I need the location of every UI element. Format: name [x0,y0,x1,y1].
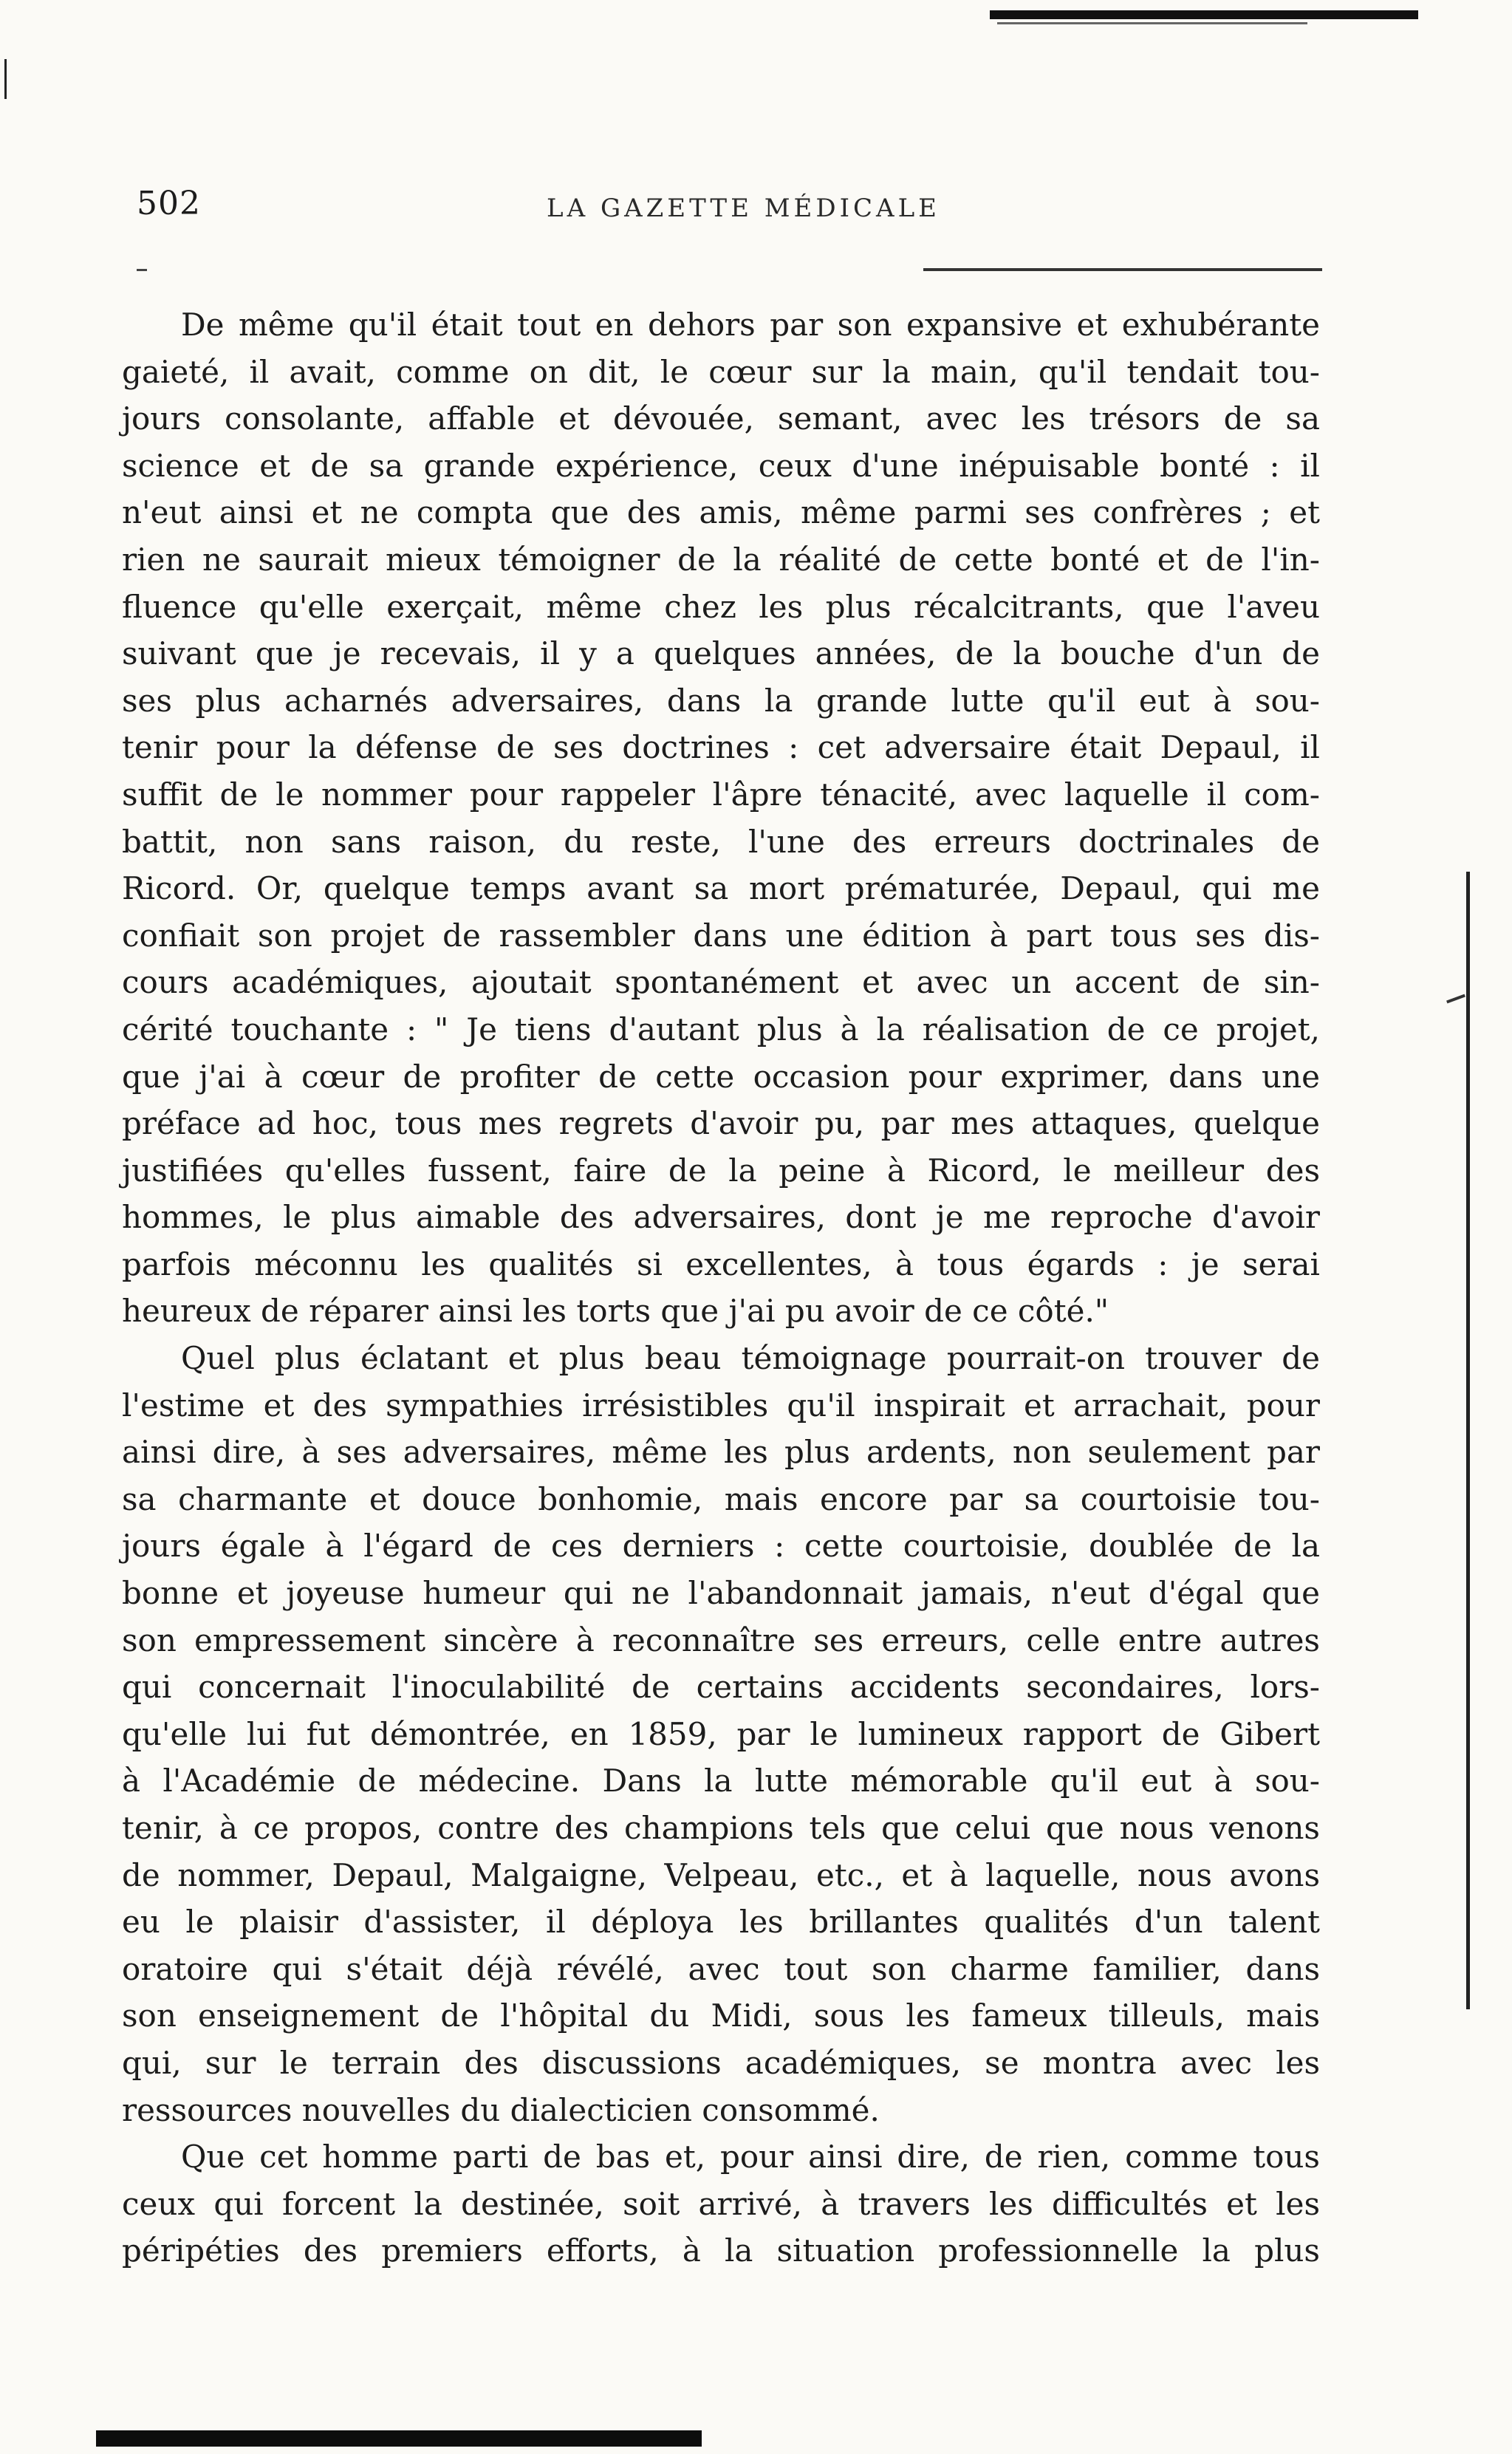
body-text [122,301,1320,2274]
header-rule [923,268,1322,271]
text-line: fluence qu'elle exerçait, même chez les plus récalcitrants, que l'aveu [122,588,1320,625]
text-line: suffit de le nommer pour rappeler l'âpre ténacité, avec laquelle il com- [122,776,1320,813]
text-line: tenir pour la défense de ses doctrines : cet adversaire était Depaul, il [122,729,1320,766]
text-line: science et de sa grande expérience, ceux d'une inépuisable bonté : il [122,447,1320,484]
text-line: rien ne saurait mieux témoigner de la réalité de cette bonté et de l'in- [122,541,1320,578]
text-line: oratoire qui s'était déjà révélé, avec tout son charme familier, dans [122,1950,1320,1987]
text-line: son enseignement de l'hôpital du Midi, sous les fameux tilleuls, mais [122,1997,1320,2034]
text-line: ses plus acharnés adversaires, dans la grande lutte qu'il eut à sou- [122,682,1320,719]
text-line: confiait son projet de rassembler dans une édition à part tous ses dis- [122,917,1320,954]
scan-edge-mark [4,59,7,99]
text-line: que j'ai à cœur de profiter de cette occasion pour exprimer, dans une [122,1058,1320,1095]
text-line: Ricord. Or, quelque temps avant sa mort prématurée, Depaul, qui me [122,870,1320,907]
header-dash [137,269,147,271]
text-line: péripéties des premiers efforts, à la situation professionnelle la plus [122,2232,1320,2269]
text-line: hommes, le plus aimable des adversaires, dont je me reproche d'avoir [122,1199,1320,1236]
text-line: ainsi dire, à ses adversaires, même les plus ardents, non seulement par [122,1434,1320,1471]
text-line: jours consolante, affable et dévouée, semant, avec les trésors de sa [122,400,1320,437]
running-head: LA GAZETTE MÉDICALE [547,194,940,223]
text-line: son empressement sincère à reconnaître ses erreurs, celle entre autres [122,1621,1320,1658]
top-rule-tail [997,22,1307,24]
margin-tick [1446,994,1465,1004]
bottom-scan-bar [96,2430,702,2447]
text-line: Que cet homme parti de bas et, pour ainsi dire, de rien, comme tous [181,2139,1320,2176]
text-line: parfois méconnu les qualités si excellentes, à tous égards : je serai [122,1245,1320,1282]
text-line: qui concernait l'inoculabilité de certains accidents secondaires, lors- [122,1669,1320,1706]
text-line: gaieté, il avait, comme on dit, le cœur sur la main, qu'il tendait tou- [122,353,1320,390]
text-line: bonne et joyeuse humeur qui ne l'abandonnait jamais, n'eut d'égal que [122,1575,1320,1612]
text-line: ressources nouvelles du dialecticien consommé. [122,2091,880,2128]
text-line: De même qu'il était tout en dehors par son expansive et exhubérante [181,307,1320,343]
margin-vertical-rule [1466,872,1470,2009]
text-line: n'eut ainsi et ne compta que des amis, même parmi ses confrères ; et [122,494,1320,531]
text-line: cours académiques, ajoutait spontanément et avec un accent de sin- [122,964,1320,1001]
text-line: qu'elle lui fut démontrée, en 1859, par le lumineux rapport de Gibert [122,1715,1320,1752]
text-line: de nommer, Depaul, Malgaigne, Velpeau, etc., et à laquelle, nous avons [122,1856,1320,1893]
top-printed-rule [990,10,1418,19]
text-line: justifiées qu'elles fussent, faire de la peine à Ricord, le meilleur des [122,1152,1320,1189]
text-line: à l'Académie de médecine. Dans la lutte mémorable qu'il eut à sou- [122,1763,1320,1800]
text-line: cérité touchante : " Je tiens d'autant plus à la réalisation de ce projet, [122,1011,1320,1047]
text-line: eu le plaisir d'assister, il déploya les brillantes qualités d'un talent [122,1904,1320,1941]
text-line: jours égale à l'égard de ces derniers : cette courtoisie, doublée de la [122,1528,1320,1565]
text-line: qui, sur le terrain des discussions académiques, se montra avec les [122,2044,1320,2081]
text-line: suivant que je recevais, il y a quelques années, de la bouche d'un de [122,635,1320,672]
text-line: sa charmante et douce bonhomie, mais encore par sa courtoisie tou- [122,1480,1320,1517]
text-line: préface ad hoc, tous mes regrets d'avoir pu, par mes attaques, quelque [122,1105,1320,1142]
text-line: tenir, à ce propos, contre des champions tels que celui que nous venons [122,1810,1320,1846]
text-line: l'estime et des sympathies irrésistibles qu'il inspirait et arrachait, pour [122,1387,1320,1423]
text-line: Quel plus éclatant et plus beau témoignage pourrait-on trouver de [181,1340,1320,1377]
text-line: battit, non sans raison, du reste, l'une des erreurs doctrinales de [122,823,1320,860]
text-line: ceux qui forcent la destinée, soit arrivé, à travers les difficultés et les [122,2185,1320,2222]
page-number: 502 [137,185,201,222]
text-line: heureux de réparer ainsi les torts que j'ai pu avoir de ce côté." [122,1293,1109,1330]
